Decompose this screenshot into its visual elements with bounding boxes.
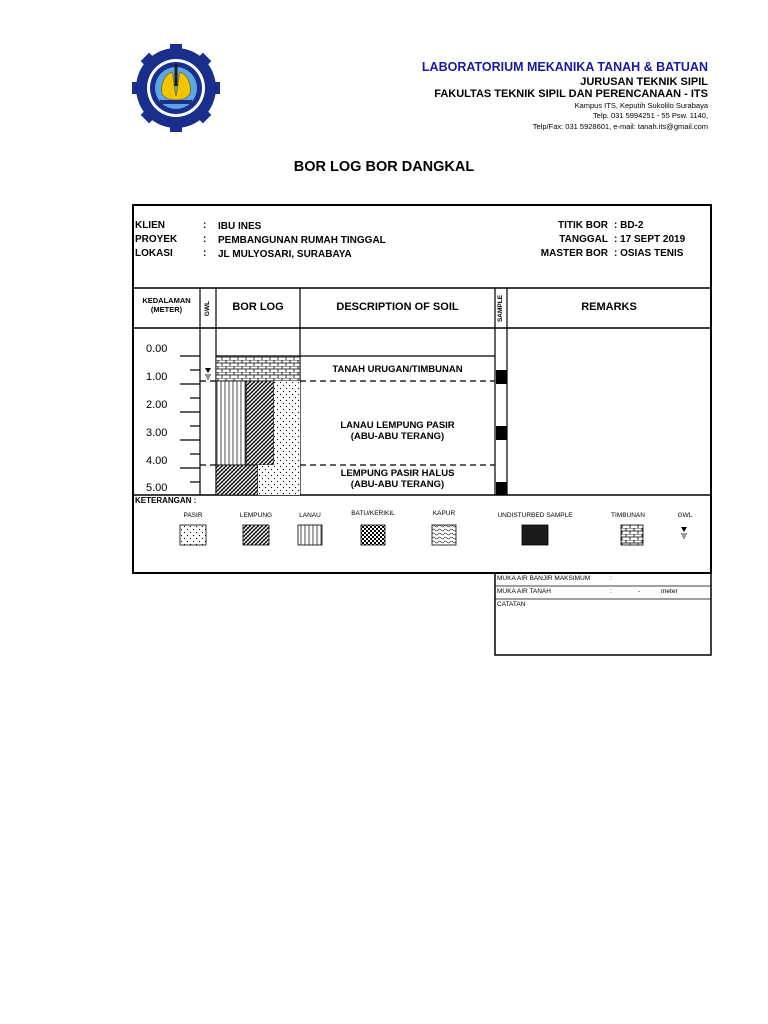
column-gwl-header xyxy=(200,288,216,328)
layer-sand-bottom xyxy=(258,465,300,495)
column-depth-unit: (METER) xyxy=(150,305,183,314)
master-bor-label: MASTER BOR xyxy=(540,248,608,259)
legend-swatch-kapur xyxy=(432,525,456,545)
legend-swatch-batu xyxy=(361,525,385,545)
legend-swatch-pasir xyxy=(180,525,206,545)
legend-swatch-undisturbed xyxy=(522,525,548,545)
legend-swatch-timbunan xyxy=(621,525,643,545)
tanggal-value: : 17 SEPT 2019 xyxy=(614,234,686,245)
faculty-name: FAKULTAS TEKNIK SIPIL DAN PERENCANAAN - ITS xyxy=(434,88,708,100)
soil-description-3-line2: (ABU-ABU TERANG) xyxy=(350,479,445,490)
legend-swatch-gwl xyxy=(681,527,687,538)
muka-air-banjir-label: MUKA AIR BANJIR MAKSIMUM xyxy=(497,575,591,582)
column-depth-header xyxy=(133,296,200,314)
muka-air-tanah-value: - xyxy=(638,588,641,595)
sample-marker-1 xyxy=(496,370,507,384)
klien-label: KLIEN xyxy=(135,220,165,231)
layer-fill-timbunan xyxy=(216,356,300,381)
legend-label-pasir: PASIR xyxy=(183,512,203,519)
column-remarks-header: REMARKS xyxy=(581,301,637,313)
gwl-marker xyxy=(205,368,211,379)
legend-label-lanau: LANAU xyxy=(299,512,321,519)
sample-marker-3 xyxy=(496,482,507,495)
legend-label-lempung: LEMPUNG xyxy=(239,512,273,519)
muka-air-banjir-colon: : xyxy=(610,575,612,582)
sample-marker-2 xyxy=(496,426,507,440)
legend-label-kapur: KAPUR xyxy=(432,510,456,517)
column-description-header: DESCRIPTION OF SOIL xyxy=(336,301,459,313)
lokasi-value: JL MULYOSARI, SURABAYA xyxy=(218,249,352,260)
soil-description-2-line2: (ABU-ABU TERANG) xyxy=(350,431,445,442)
lab-name: LABORATORIUM MEKANIKA TANAH & BATUAN xyxy=(421,60,708,74)
tanggal-label: TANGGAL xyxy=(559,234,608,245)
column-depth-label: KEDALAMAN xyxy=(142,296,191,305)
layer-silt-strip xyxy=(216,381,246,465)
column-sample-label: SAMPLE xyxy=(497,294,505,322)
fax-email: Telp/Fax: 031 5928601, e-mail: tanah.its@gmail.com xyxy=(532,122,708,131)
titik-bor-label: TITIK BOR xyxy=(558,220,608,231)
depth-label: 1.00 xyxy=(146,371,168,383)
proyek-colon: : xyxy=(203,234,207,245)
lokasi-label: LOKASI xyxy=(135,248,173,259)
phone: Telp. 031 5994251 - 55 Psw. 1140, xyxy=(593,111,708,120)
soil-description-3 xyxy=(300,468,495,490)
catatan-label: CATATAN xyxy=(497,601,526,608)
depth-label: 0.00 xyxy=(146,343,168,355)
column-borlog-header: BOR LOG xyxy=(232,301,284,313)
legend-label-timbunan: TIMBUNAN xyxy=(611,512,645,519)
legend-swatch-lanau xyxy=(298,525,322,545)
soil-description-2 xyxy=(300,420,495,442)
legend-title: KETERANGAN : xyxy=(135,496,197,505)
depth-label: 3.00 xyxy=(146,427,168,439)
soil-description-1: TANAH URUGAN/TIMBUNAN xyxy=(332,364,463,375)
proyek-value: PEMBANGUNAN RUMAH TINGGAL xyxy=(218,235,386,246)
master-bor-value: : OSIAS TENIS xyxy=(614,248,684,259)
column-sample-header xyxy=(495,288,507,328)
legend-label-gwl: GWL xyxy=(677,512,693,519)
klien-value: IBU INES xyxy=(218,221,262,232)
layer-clay-bottom xyxy=(216,465,258,495)
soil-description-3-line1: LEMPUNG PASIR HALUS xyxy=(340,468,455,479)
column-gwl-label: GWL xyxy=(204,300,212,316)
depth-label: 2.00 xyxy=(146,399,168,411)
muka-air-tanah-label: MUKA AIR TANAH xyxy=(497,588,551,595)
legend-label-undisturbed: UNDISTURBED SAMPLE xyxy=(497,512,573,519)
titik-bor-value: : BD-2 xyxy=(614,220,644,231)
address: Kampus ITS, Keputih Sukolilo Surabaya xyxy=(574,101,708,110)
depth-label: 4.00 xyxy=(146,455,168,467)
lokasi-colon: : xyxy=(203,248,207,259)
muka-air-tanah-unit: meter xyxy=(661,588,678,595)
soil-description-2-line1: LANAU LEMPUNG PASIR xyxy=(340,420,455,431)
layer-clay-strip xyxy=(246,381,274,465)
department-name: JURUSAN TEKNIK SIPIL xyxy=(580,76,708,88)
muka-air-tanah-colon: : xyxy=(610,588,612,595)
depth-label: 5.00 xyxy=(146,482,168,494)
klien-colon: : xyxy=(203,220,207,231)
document-title: BOR LOG BOR DANGKAL xyxy=(293,159,475,175)
layer-sand-strip xyxy=(274,381,300,465)
legend-label-batu: BATU/KERIKIL xyxy=(351,510,395,517)
legend-swatch-lempung xyxy=(243,525,269,545)
proyek-label: PROYEK xyxy=(135,234,178,245)
